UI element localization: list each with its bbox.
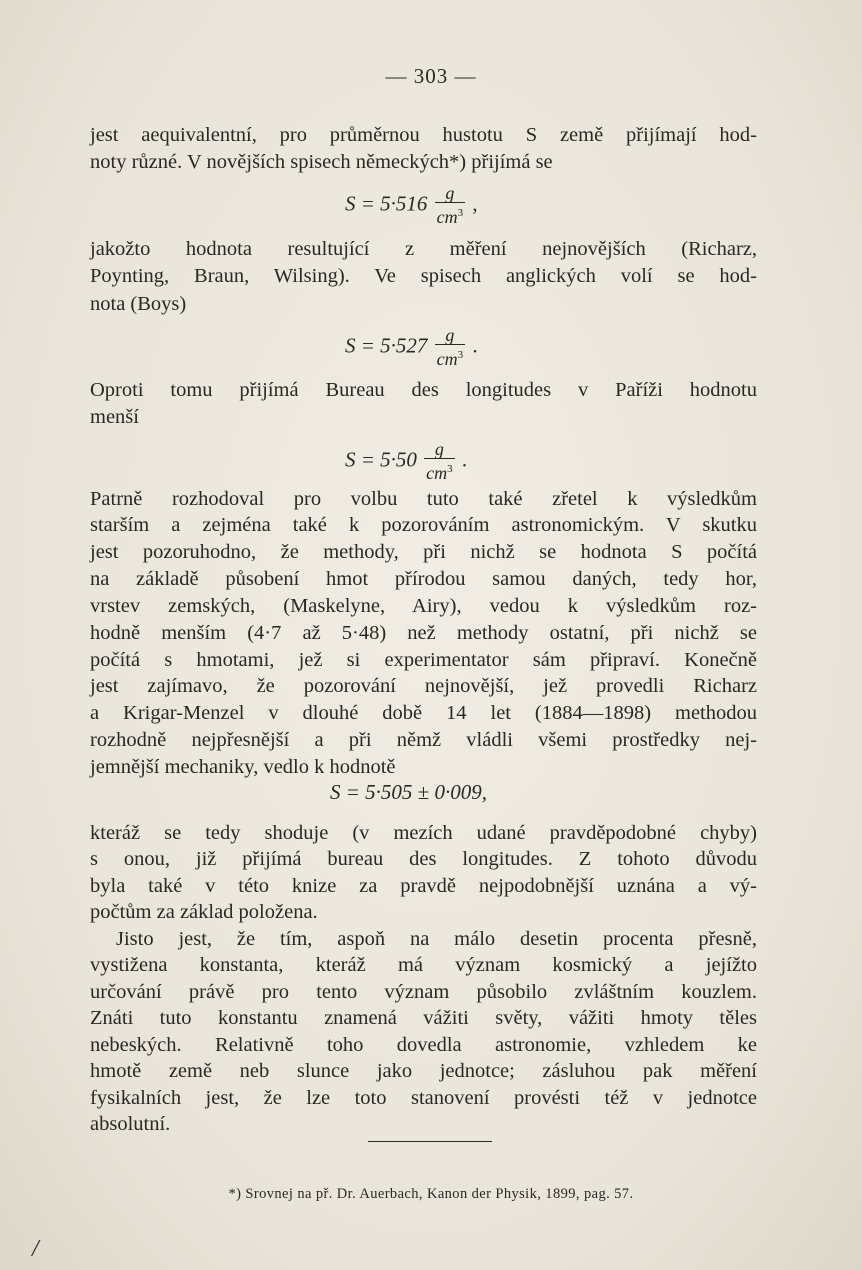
text-line: vystižena konstanta, kteráž má význam kosmický a jejížto — [90, 954, 757, 976]
formula-trailing-punctuation: , — [472, 191, 478, 216]
footnote-separator — [368, 1141, 492, 1142]
formula-den-unit: cm — [436, 207, 458, 227]
formula-exponent: 3 — [457, 207, 464, 219]
text-line: jest aequivalentní, pro průměrnou hustotu S země přijímají hod- — [90, 124, 757, 146]
text-line: fysikalních jest, že lze toto stanovení provésti též v jednotce — [90, 1087, 757, 1109]
text-line: jakožto hodnota resultující z měření nejnovějších (Richarz, — [90, 238, 757, 260]
text-line: Patrně rozhodoval pro volbu tuto také zřetel k výsledkům — [90, 488, 757, 510]
text-line: hmotě země neb slunce jako jednotce; zásluhou pak měření — [90, 1060, 757, 1082]
text-line: menší — [90, 406, 139, 428]
formula-fraction — [435, 326, 466, 369]
formula-exponent: 3 — [447, 463, 453, 475]
text-line: a Krigar-Menzel v dlouhé době 14 let (1884—1898) methodou — [90, 702, 757, 724]
formula-lhs: S = 5·527 — [345, 333, 428, 358]
formula-denominator — [424, 458, 455, 483]
text-line: vrstev zemských, (Maskelyne, Airy), vedou k výsledkům roz- — [90, 595, 757, 617]
text-line: nota (Boys) — [90, 293, 187, 315]
text-line: absolutní. — [90, 1113, 171, 1135]
formula-numerator: g — [445, 183, 455, 203]
text-line: Znáti tuto konstantu znamená vážiti světy, vážiti hmoty těles — [90, 1007, 757, 1029]
text-line: kteráž se tedy shoduje (v mezích udané pravděpodobné chyby) — [90, 822, 757, 844]
formula-numerator: g — [445, 325, 455, 345]
text-line: rozhodně nejpřesnější a při němž vládli všemi prostředky nej- — [90, 729, 757, 751]
formula-lhs: S = 5·516 — [345, 191, 428, 216]
text-line: počítá s hmotami, jež si experimentator sám připraví. Konečně — [90, 649, 757, 671]
formula-numerator: g — [434, 439, 444, 459]
text-line: Oproti tomu přijímá Bureau des longitudes v Paříži hodnotu — [90, 379, 757, 401]
formula-den-unit: cm — [426, 463, 448, 483]
formula-exponent: 3 — [457, 349, 464, 361]
formula-trailing-punctuation: . — [461, 447, 468, 472]
formula-denominator — [435, 202, 466, 227]
text-line: určování právě pro tento význam působilo zvláštním kouzlem. — [90, 981, 757, 1003]
formula-lhs: S = 5·50 — [345, 447, 417, 472]
text-line: Jisto jest, že tím, aspoň na málo desetin procenta přesně, — [116, 928, 757, 950]
text-line: nebeských. Relativně toho dovedla astronomie, vzhledem ke — [90, 1034, 757, 1056]
text-line: hodně menším (4·7 až 5·48) než methody ostatní, při nichž se — [90, 622, 757, 644]
text-line: byla také v této knize za pravdě nejpodobnější uznána a vý- — [90, 875, 757, 897]
formula-text: S = 5·505 ± 0·009, — [330, 780, 487, 804]
text-line: jest pozoruhodno, že methody, při nichž se hodnota S počítá — [90, 541, 757, 563]
footnote: *) Srovnej na př. Dr. Auerbach, Kanon der Physik, 1899, pag. 57. — [228, 1186, 634, 1202]
text-line: jemnější mechaniky, vedlo k hodnotě — [90, 756, 396, 778]
text-line: noty různé. V novějších spisech německých*) přijímá se — [90, 151, 553, 173]
formula-fraction — [424, 440, 455, 483]
formula-den-unit: cm — [436, 349, 458, 369]
page-number: — 303 — — [385, 64, 477, 88]
text-line: počtům za základ položena. — [90, 901, 318, 923]
margin-pencil-mark: / — [32, 1236, 39, 1262]
text-line: starším a zejména také k pozorováním astronomickým. V skutku — [90, 514, 757, 536]
formula-trailing-punctuation: . — [472, 333, 478, 358]
formula-denominator — [435, 344, 466, 369]
text-line: jest zajímavo, že pozorování nejnovější, jež provedli Richarz — [90, 675, 757, 697]
text-line: na základě působení hmot přírodou samou daných, tedy hor, — [90, 568, 757, 590]
text-line: Poynting, Braun, Wilsing). Ve spisech anglických volí se hod- — [90, 265, 757, 287]
text-line: s onou, již přijímá bureau des longitudes. Z tohoto důvodu — [90, 848, 757, 870]
formula-fraction — [435, 184, 466, 227]
